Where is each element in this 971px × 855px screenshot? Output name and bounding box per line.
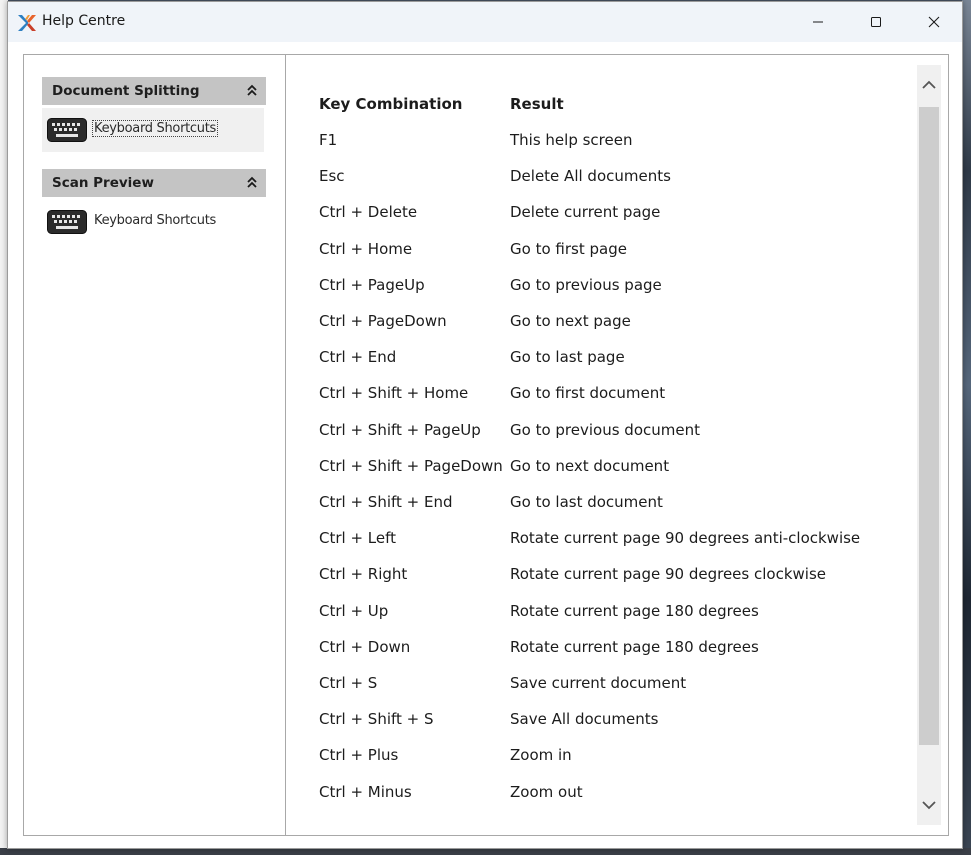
key-combination-cell: Ctrl + Shift + PageDown (319, 456, 503, 475)
section-header-document-splitting[interactable] (42, 77, 266, 105)
key-combination-cell: Ctrl + Plus (319, 746, 399, 765)
table-row (319, 594, 919, 630)
keyboard-icon (47, 210, 87, 234)
window-title: Help Centre (42, 13, 126, 29)
app-logo-icon (17, 13, 37, 33)
table-row (319, 304, 919, 340)
desktop-background-bottom (0, 848, 971, 855)
table-row (319, 123, 919, 159)
result-cell: Go to next page (510, 312, 631, 330)
column-header-result: Result (510, 95, 564, 113)
column-header-key-combination: Key Combination (319, 95, 463, 113)
help-centre-window (7, 1, 963, 849)
key-combination-cell: Ctrl + PageDown (319, 312, 447, 330)
result-cell: Go to last page (510, 348, 625, 367)
table-row (319, 485, 919, 521)
key-combination-cell: Ctrl + Home (319, 239, 413, 258)
result-cell: Delete All documents (510, 167, 671, 186)
result-cell: This help screen (510, 131, 633, 149)
table-row (319, 557, 919, 593)
result-cell: Go to next document (510, 456, 670, 475)
result-cell: Go to previous page (510, 275, 662, 294)
table-row (319, 738, 919, 774)
table-row (319, 666, 919, 702)
result-cell: Go to first document (510, 384, 666, 403)
table-header-row (319, 87, 919, 123)
close-button[interactable] (911, 2, 957, 42)
table-row (319, 775, 919, 811)
table-row (319, 159, 919, 195)
desktop-background-right (962, 0, 971, 855)
result-cell: Go to first page (510, 239, 627, 258)
key-combination-cell: Ctrl + Shift + Home (319, 384, 469, 403)
table-row (319, 630, 919, 666)
key-combination-cell: Ctrl + Left (319, 529, 397, 548)
result-cell: Go to previous document (510, 420, 700, 439)
keyboard-icon (47, 118, 87, 142)
double-chevron-up-icon[interactable] (246, 175, 258, 189)
table-row (319, 521, 919, 557)
table-row (319, 449, 919, 485)
key-combination-cell: Ctrl + S (319, 674, 378, 692)
sidebar-item-label: Keyboard Shortcuts (94, 121, 216, 136)
result-cell: Save All documents (510, 710, 659, 729)
close-icon (928, 16, 940, 28)
table-row (319, 195, 919, 231)
table-row (319, 702, 919, 738)
result-cell: Rotate current page 180 degrees (510, 637, 759, 656)
key-combination-cell: Ctrl + PageUp (319, 275, 425, 294)
key-combination-cell: Ctrl + Shift + PageUp (319, 420, 481, 439)
sidebar (24, 55, 286, 835)
minimize-icon (812, 16, 824, 28)
shortcuts-content (286, 55, 948, 835)
key-combination-cell: Ctrl + Up (319, 601, 389, 620)
section-title: Document Splitting (52, 83, 200, 99)
sidebar-item-label: Keyboard Shortcuts (94, 213, 216, 228)
scroll-down-button[interactable] (917, 785, 941, 825)
title-bar[interactable] (8, 2, 962, 42)
result-cell: Rotate current page 90 degrees anti-clockwise (510, 529, 861, 548)
table-row (319, 413, 919, 449)
minimize-button[interactable] (795, 2, 841, 42)
result-cell: Rotate current page 90 degrees clockwise (510, 565, 826, 584)
key-combination-cell: Ctrl + Shift + S (319, 710, 434, 729)
key-combination-cell: Esc (319, 167, 345, 186)
key-combination-cell: Ctrl + Minus (319, 782, 412, 801)
section-header-scan-preview[interactable] (42, 169, 266, 197)
scrollbar-thumb[interactable] (919, 107, 939, 745)
sidebar-item-keyboard-shortcuts-scan-preview[interactable] (42, 200, 264, 244)
result-cell: Save current document (510, 674, 687, 692)
table-row (319, 232, 919, 268)
result-cell: Go to last document (510, 493, 663, 511)
key-combination-cell: Ctrl + Down (319, 637, 411, 656)
double-chevron-up-icon[interactable] (246, 83, 258, 97)
result-cell: Zoom in (510, 746, 572, 765)
result-cell: Rotate current page 180 degrees (510, 601, 759, 620)
chevron-down-icon (922, 800, 936, 810)
chevron-up-icon (922, 80, 936, 90)
key-combination-cell: Ctrl + Shift + End (319, 493, 453, 511)
result-cell: Delete current page (510, 203, 661, 222)
vertical-scrollbar[interactable] (917, 65, 941, 825)
scroll-up-button[interactable] (917, 65, 941, 105)
key-combination-cell: Ctrl + Delete (319, 203, 418, 222)
table-row (319, 268, 919, 304)
result-cell: Zoom out (510, 782, 583, 801)
sidebar-item-keyboard-shortcuts-document-splitting[interactable] (42, 108, 264, 152)
section-title: Scan Preview (52, 175, 154, 191)
table-row (319, 376, 919, 412)
key-combination-cell: F1 (319, 131, 338, 149)
key-combination-cell: Ctrl + End (319, 348, 397, 367)
maximize-icon (870, 16, 882, 28)
help-content-panel (23, 54, 949, 836)
table-row (319, 340, 919, 376)
maximize-button[interactable] (853, 2, 899, 42)
key-combination-cell: Ctrl + Right (319, 565, 408, 584)
